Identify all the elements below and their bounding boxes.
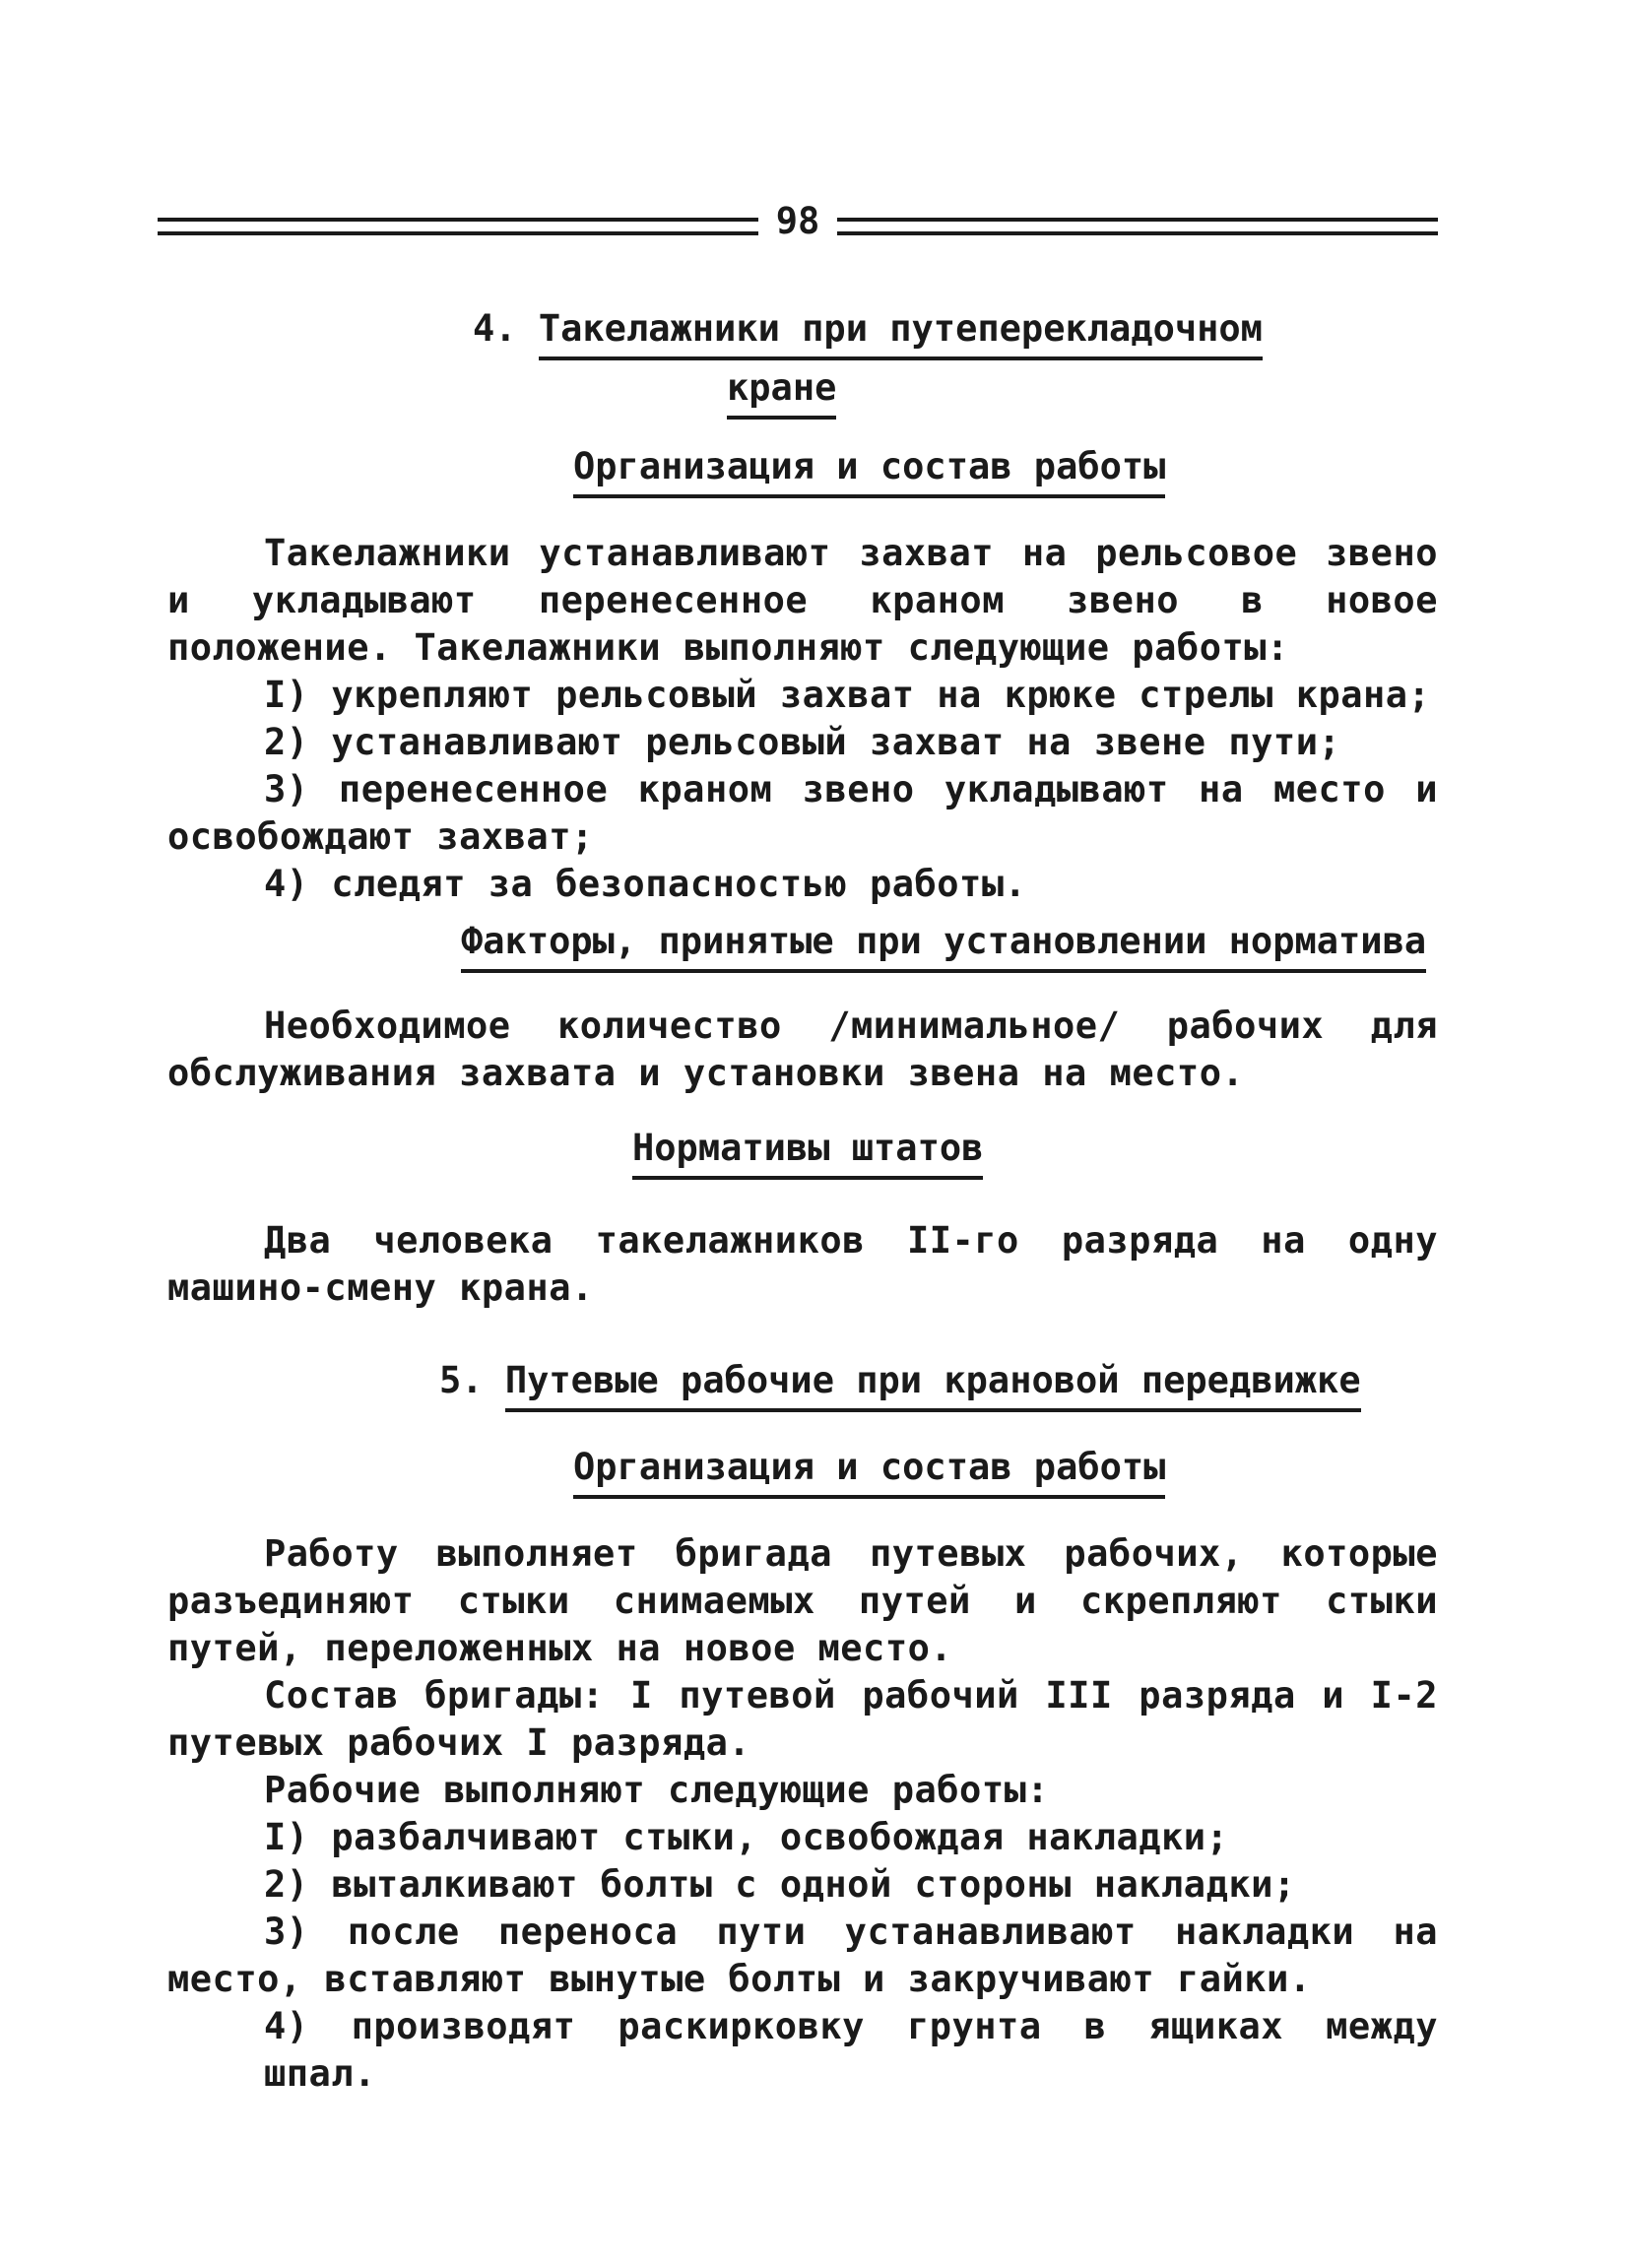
section-5-brigade-paragraph: Состав бригады: I путевой рабочий III разряда и I-2 путевых рабочих I разряда. — [167, 1674, 1438, 1764]
section-4-norms-paragraph: Два человека такелажников II-го разряда на одну машино-смену крана. — [167, 1219, 1438, 1309]
section-5-item-1: I) разбалчивают стыки, освобождая накладки; — [264, 1816, 1229, 1858]
section-4-item-1: I) укрепляют рельсовый захват на крюке стрелы крана; — [264, 674, 1431, 716]
section-5-item-2: 2) выталкивают болты с одной стороны накладки; — [264, 1863, 1296, 1906]
section-4-item-3: 3) перенесенное краном звено укладывают на место и освобождают захват; — [167, 768, 1438, 858]
section-4-item-4: 4) следят за безопасностью работы. — [264, 863, 1027, 905]
section-4-norms-heading — [632, 1125, 983, 1180]
section-4-org-paragraph: Такелажники устанавливают захват на рельсовое звено и укладывают перенесенное краном звено в новое положение. Такелажники выполняют следующие работы: — [167, 532, 1438, 669]
section-5-org-paragraph: Работу выполняет бригада путевых рабочих, которые разъединяют стыки снимаемых путей и скрепляют стыки путей, переложенных на новое место. — [167, 1532, 1438, 1669]
section-4-title-line-2 — [727, 364, 836, 420]
section-4-factors-paragraph: Необходимое количество /минимальное/ рабочих для обслуживания захвата и установки звена на место. — [167, 1004, 1438, 1094]
section-4-norms-heading-text: Нормативы штатов — [632, 1125, 983, 1180]
section-4-title-line-1 — [473, 305, 1263, 360]
section-4-item-2: 2) устанавливают рельсовый захват на звене пути; — [264, 721, 1341, 763]
section-5-title — [439, 1357, 1361, 1412]
section-5-work-intro: Рабочие выполняют следующие работы: — [264, 1769, 1050, 1811]
section-5-org-heading-text: Организация и состав работы — [573, 1444, 1165, 1499]
section-5-body — [167, 1530, 1438, 2098]
section-5-item-3: 3) после переноса пути устанавливают накладки на место, вставляют вынутые болты и закручивают гайки. — [167, 1911, 1438, 2000]
section-4-title-text-1: Такелажники при путеперекладочном — [539, 305, 1263, 360]
section-5-item-4: 4) производят раскирковку грунта в ящиках между шпал. — [264, 2005, 1438, 2095]
section-4-org-heading-text: Организация и состав работы — [573, 443, 1165, 498]
section-4-number: 4. — [473, 307, 517, 350]
section-4-title-text-2: кране — [727, 364, 836, 420]
section-4-body — [167, 530, 1438, 908]
page-header-rule — [158, 202, 1438, 241]
section-4-norms-body — [167, 1217, 1438, 1312]
header-rule-right — [837, 218, 1438, 235]
page-number: 98 — [775, 200, 820, 242]
section-4-factors-heading-text: Факторы, принятые при установлении норматива — [461, 918, 1426, 973]
section-4-factors-body — [167, 1003, 1438, 1097]
section-5-number: 5. — [439, 1359, 484, 1401]
section-4-org-heading — [573, 443, 1165, 498]
section-5-title-text: Путевые рабочие при крановой передвижке — [505, 1357, 1361, 1412]
section-5-org-heading — [573, 1444, 1165, 1499]
header-rule-left — [158, 218, 758, 235]
section-4-factors-heading — [461, 918, 1426, 973]
